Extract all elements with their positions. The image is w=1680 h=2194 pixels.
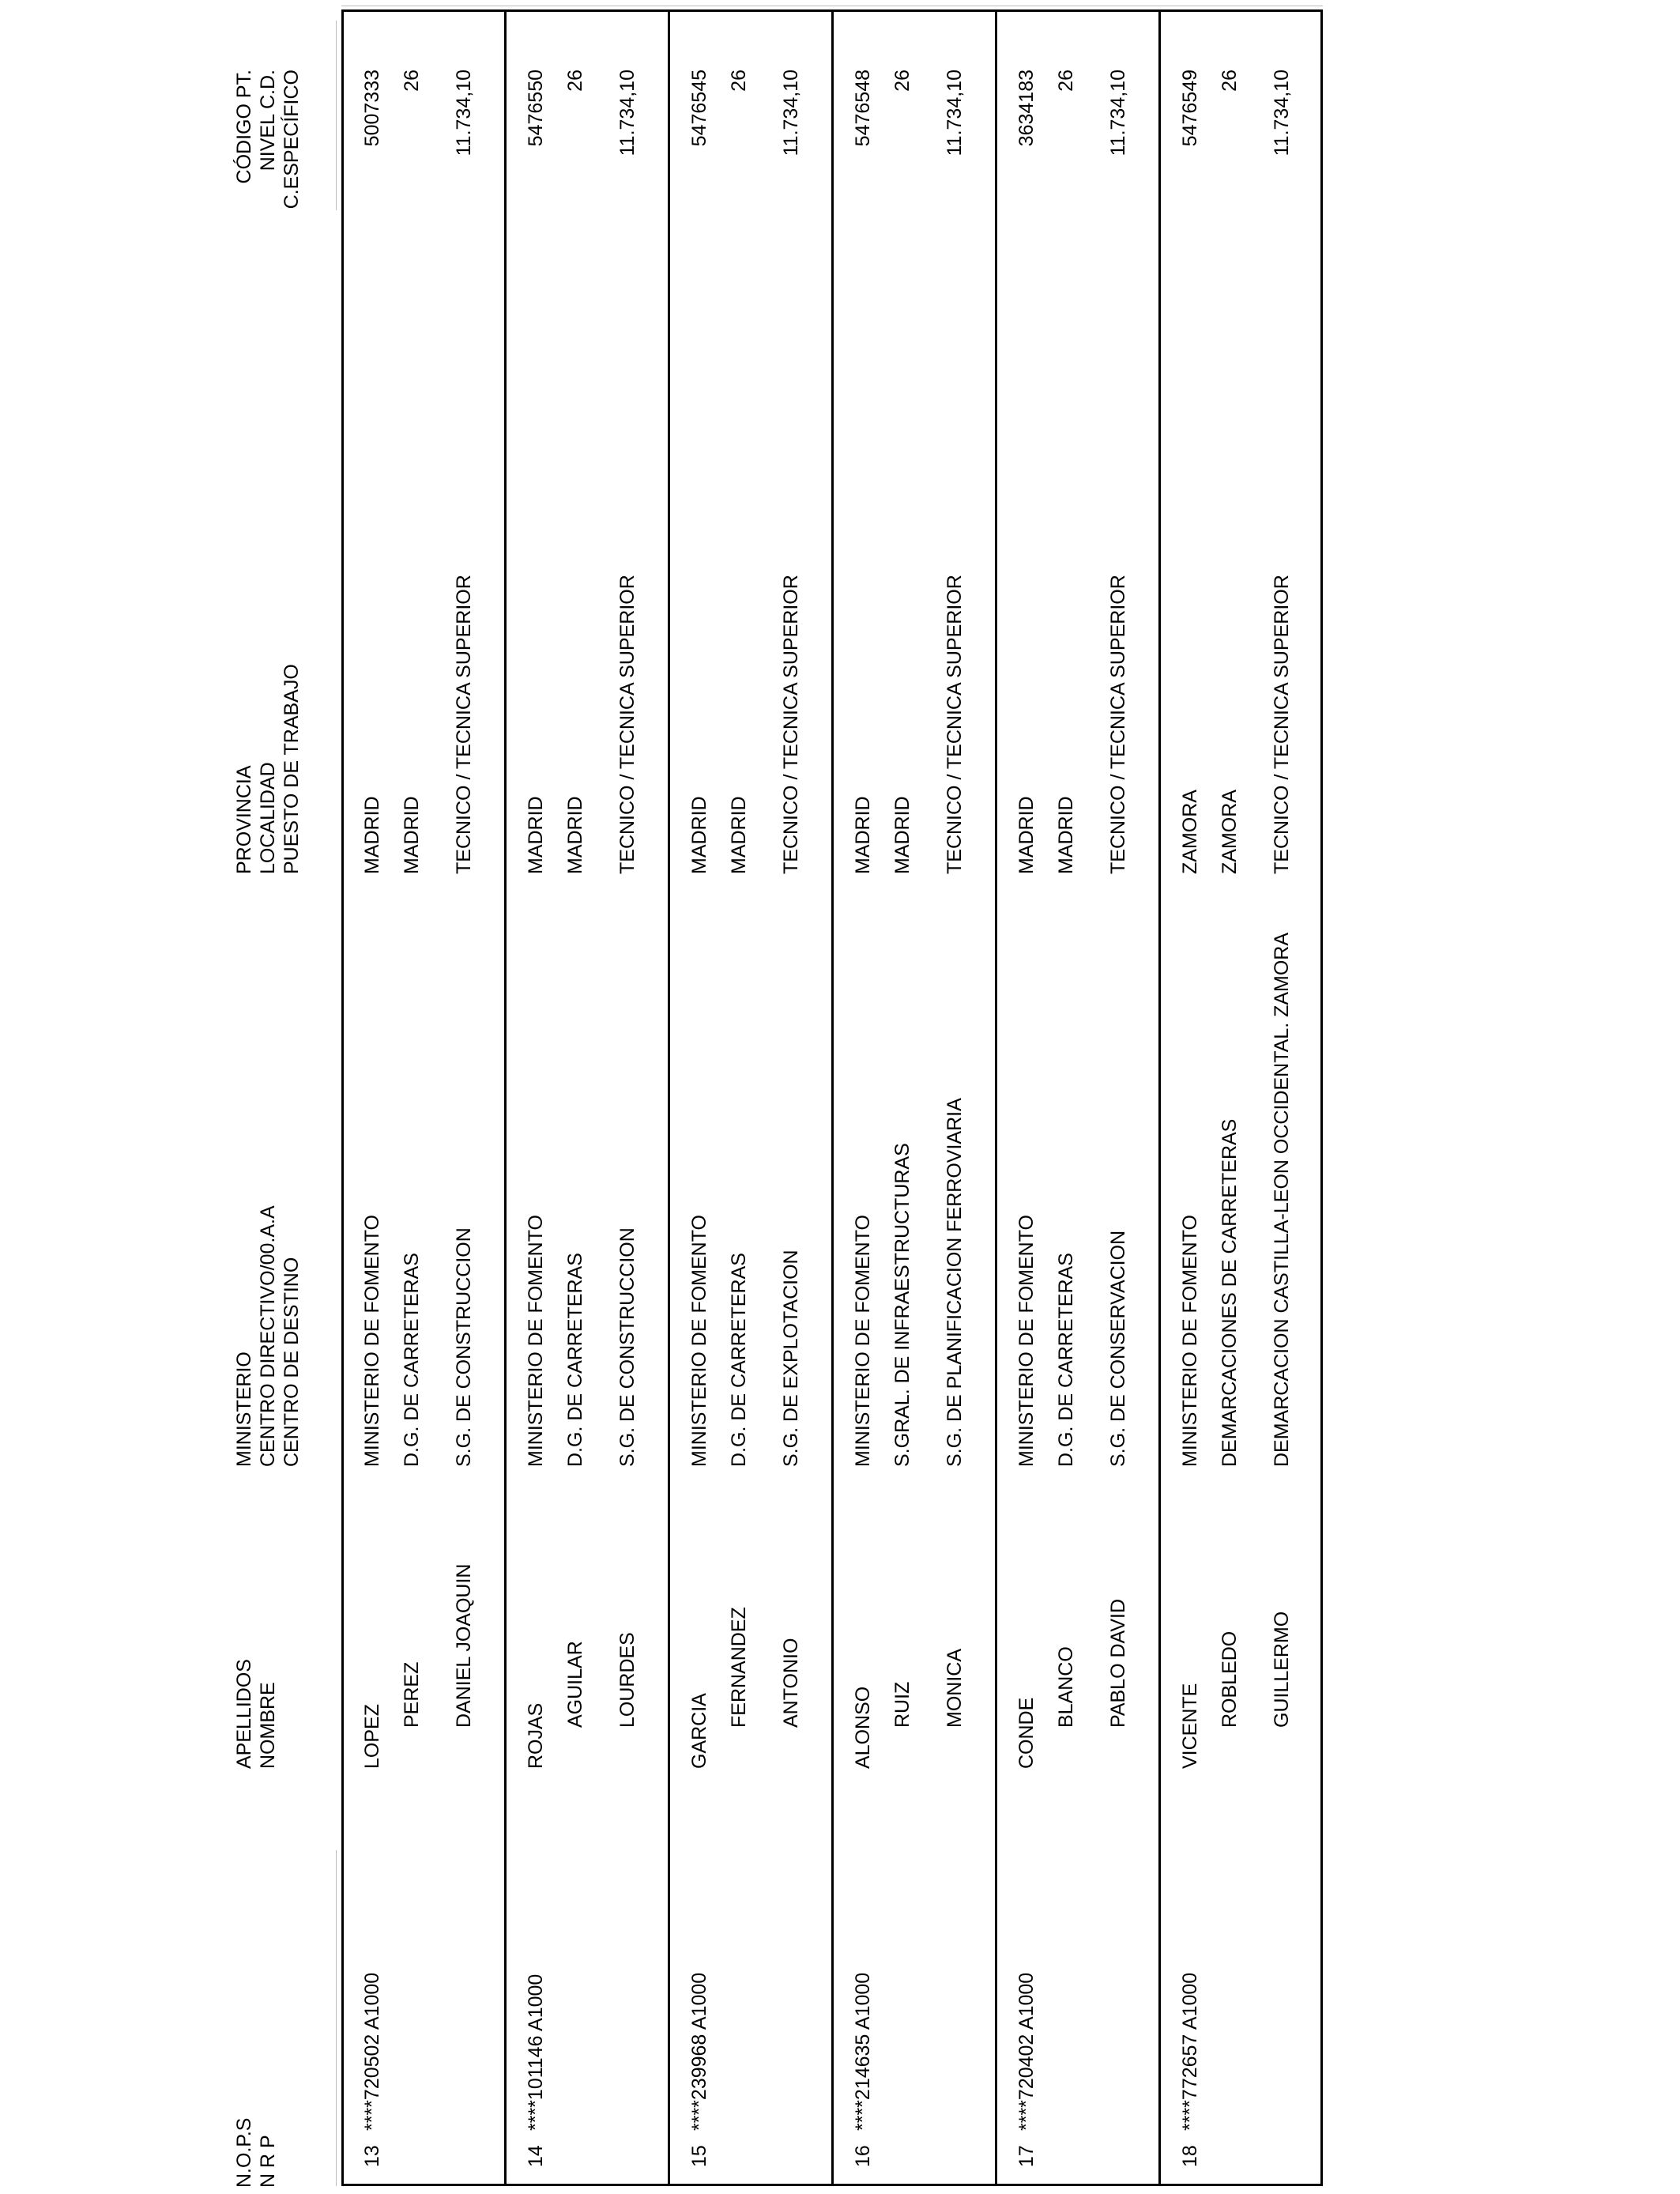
provincia: MADRID: [852, 796, 874, 874]
provincia: MADRID: [688, 796, 710, 874]
localidad: MADRID: [564, 796, 586, 874]
localidad: ZAMORA: [1219, 790, 1241, 874]
localidad: MADRID: [1055, 796, 1077, 874]
apellido-1: CONDE: [1015, 1697, 1038, 1769]
row-number: 18: [1179, 2145, 1201, 2167]
apellido-1: LOPEZ: [361, 1704, 383, 1769]
apellido-2: ROBLEDO: [1219, 1630, 1241, 1728]
header-nops: N.O.P.S N R P: [233, 2117, 279, 2188]
header-provincia: PROVINCIA LOCALIDAD PUESTO DE TRABAJO: [233, 664, 303, 874]
row-separator: [668, 9, 670, 2186]
row-number: 16: [852, 2145, 874, 2167]
centro-destino: S.G. DE CONSTRUCCION: [453, 1227, 475, 1467]
table-guide-line: [336, 21, 337, 210]
row-number: 13: [361, 2145, 383, 2167]
nivel-cd: 26: [891, 70, 913, 92]
apellido-2: PEREZ: [401, 1661, 423, 1728]
apellido-1: ROJAS: [525, 1702, 547, 1769]
complemento-especifico: 11.734,10: [780, 70, 802, 156]
apellido-1: GARCIA: [688, 1693, 710, 1769]
ministerio: MINISTERIO DE FOMENTO: [361, 1215, 383, 1467]
codigo-pt: 3634183: [1015, 70, 1038, 147]
codigo-pt: 5476549: [1179, 70, 1201, 147]
centro-directivo: D.G. DE CARRETERAS: [728, 1253, 750, 1467]
centro-directivo: D.G. DE CARRETERAS: [564, 1253, 586, 1467]
localidad: MADRID: [891, 796, 913, 874]
ministerio: MINISTERIO DE FOMENTO: [852, 1215, 874, 1467]
row-separator: [995, 9, 997, 2186]
nombre: DANIEL JOAQUIN: [453, 1563, 475, 1728]
nombre: GUILLERMO: [1271, 1611, 1293, 1728]
row-number: 15: [688, 2145, 710, 2167]
provincia: MADRID: [525, 796, 547, 874]
puesto-trabajo: TECNICO / TECNICA SUPERIOR: [1107, 575, 1129, 874]
complemento-especifico: 11.734,10: [453, 70, 475, 156]
codigo-pt: 5476548: [852, 70, 874, 147]
ministerio: MINISTERIO DE FOMENTO: [525, 1215, 547, 1467]
nivel-cd: 26: [1055, 70, 1077, 92]
nivel-cd: 26: [1219, 70, 1241, 92]
apellido-2: RUIZ: [891, 1681, 913, 1728]
centro-destino: S.G. DE EXPLOTACION: [780, 1250, 802, 1467]
complemento-especifico: 11.734,10: [1107, 70, 1129, 156]
nombre: PABLO DAVID: [1107, 1598, 1129, 1728]
nrp: ****720402 A1000: [1015, 1972, 1038, 2131]
ministerio: MINISTERIO DE FOMENTO: [688, 1215, 710, 1467]
puesto-trabajo: TECNICO / TECNICA SUPERIOR: [1271, 575, 1293, 874]
puesto-trabajo: TECNICO / TECNICA SUPERIOR: [780, 575, 802, 874]
centro-destino: DEMARCACION CASTILLA-LEON OCCIDENTAL. ZAMORA: [1271, 932, 1293, 1467]
complemento-especifico: 11.734,10: [1271, 70, 1293, 156]
header-apellidos: APELLIDOS NOMBRE: [233, 1659, 279, 1769]
puesto-trabajo: TECNICO / TECNICA SUPERIOR: [616, 575, 638, 874]
provincia: ZAMORA: [1179, 790, 1201, 874]
nrp: ****101146 A1000: [525, 1973, 547, 2131]
centro-destino: S.G. DE CONSERVACION: [1107, 1230, 1129, 1467]
table-guide-line: [336, 1850, 337, 2186]
nrp: ****720502 A1000: [361, 1972, 383, 2131]
centro-directivo: DEMARCACIONES DE CARRETERAS: [1219, 1118, 1241, 1467]
centro-destino: S.G. DE CONSTRUCCION: [616, 1227, 638, 1467]
apellido-2: FERNANDEZ: [728, 1607, 750, 1728]
provincia: MADRID: [1015, 796, 1038, 874]
puesto-trabajo: TECNICO / TECNICA SUPERIOR: [944, 575, 966, 874]
row-number: 17: [1015, 2145, 1038, 2167]
row-separator: [504, 9, 507, 2186]
nivel-cd: 26: [564, 70, 586, 92]
localidad: MADRID: [401, 796, 423, 874]
nombre: MONICA: [944, 1649, 966, 1728]
complemento-especifico: 11.734,10: [616, 70, 638, 156]
row-separator: [1158, 9, 1161, 2186]
ministerio: MINISTERIO DE FOMENTO: [1015, 1215, 1038, 1467]
apellido-2: BLANCO: [1055, 1646, 1077, 1728]
codigo-pt: 5007333: [361, 70, 383, 147]
apellido-2: AGUILAR: [564, 1641, 586, 1728]
nrp: ****214635 A1000: [852, 1972, 874, 2131]
provincia: MADRID: [361, 796, 383, 874]
apellido-1: ALONSO: [852, 1686, 874, 1769]
centro-directivo: D.G. DE CARRETERAS: [1055, 1253, 1077, 1467]
codigo-pt: 5476545: [688, 70, 710, 147]
row-number: 14: [525, 2145, 547, 2167]
nivel-cd: 26: [728, 70, 750, 92]
localidad: MADRID: [728, 796, 750, 874]
nrp: ****772657 A1000: [1179, 1972, 1201, 2131]
centro-destino: S.G. DE PLANIFICACION FERROVIARIA: [944, 1098, 966, 1467]
row-separator: [831, 9, 834, 2186]
nombre: LOURDES: [616, 1632, 638, 1728]
nrp: ****239968 A1000: [688, 1972, 710, 2131]
codigo-pt: 5476550: [525, 70, 547, 147]
centro-directivo: D.G. DE CARRETERAS: [401, 1253, 423, 1467]
header-ministerio: MINISTERIO CENTRO DIRECTIVO/00.A.A CENTRO DE DESTINO: [233, 1205, 303, 1467]
nivel-cd: 26: [401, 70, 423, 92]
header-codigo: CÓDIGO PT. NIVEL C.D. C.ESPECÍFICO: [233, 70, 303, 209]
apellido-1: VICENTE: [1179, 1683, 1201, 1769]
puesto-trabajo: TECNICO / TECNICA SUPERIOR: [453, 575, 475, 874]
complemento-especifico: 11.734,10: [944, 70, 966, 156]
ministerio: MINISTERIO DE FOMENTO: [1179, 1215, 1201, 1467]
centro-directivo: S.GRAL. DE INFRAESTRUCTURAS: [891, 1143, 913, 1467]
nombre: ANTONIO: [780, 1638, 802, 1728]
